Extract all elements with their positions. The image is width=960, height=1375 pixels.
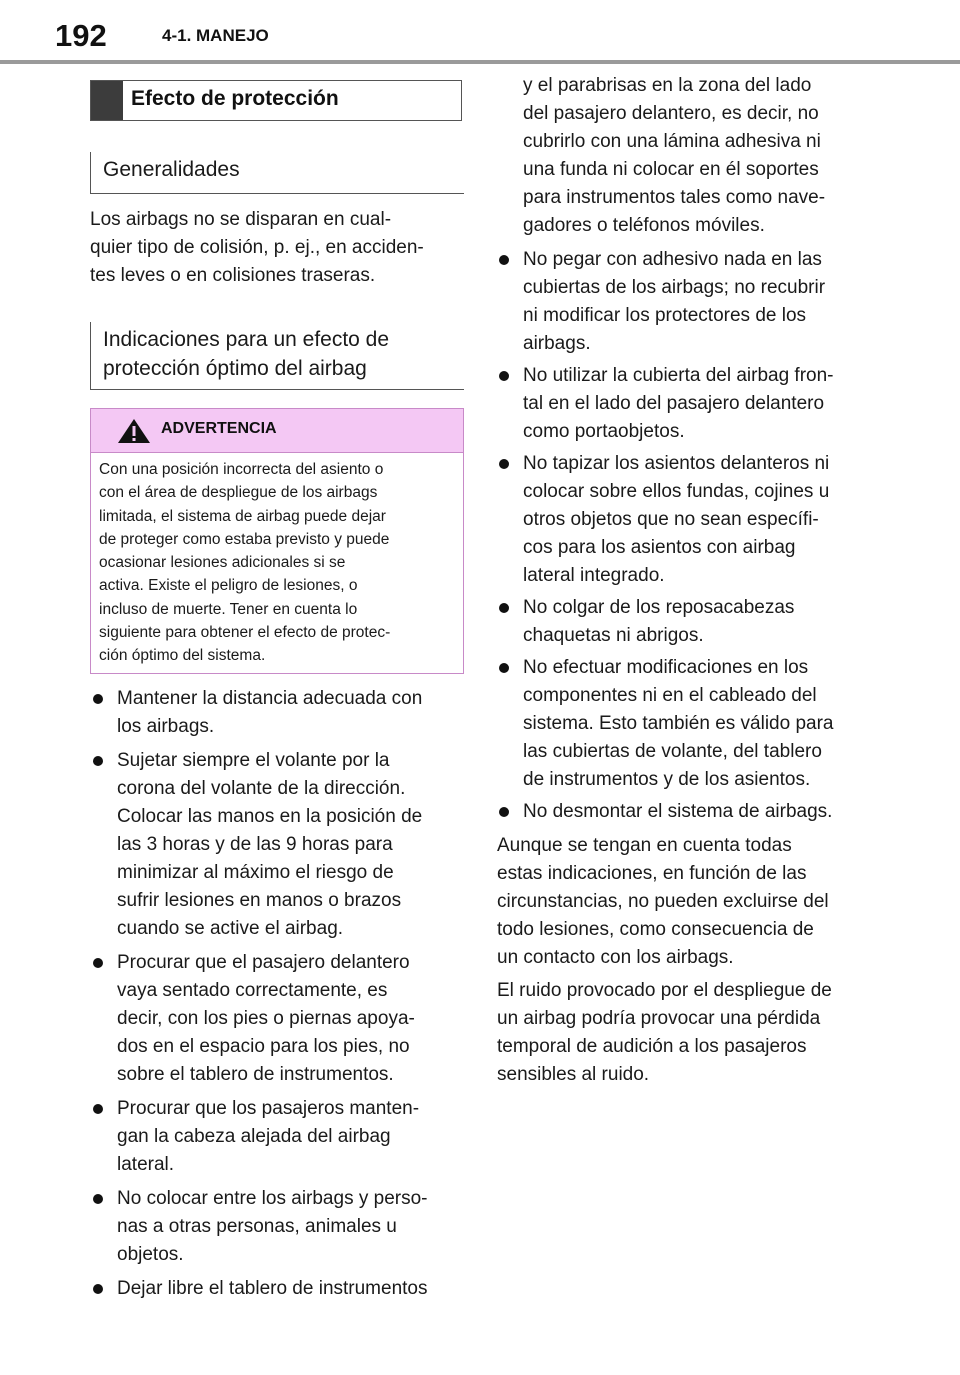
bullet-icon — [499, 459, 509, 469]
page-number: 192 — [55, 18, 107, 53]
section-title: Efecto de protección — [131, 87, 339, 110]
closing-paragraph-2: El ruido provocado por el despliegue de un airbag podría provocar una pérdida temporal de audición a los pasajeros sensibles al ruido. — [497, 980, 832, 1085]
subheading-generalidades: Generalidades — [90, 152, 464, 194]
warning-header — [91, 409, 463, 453]
subheading-indicaciones: Indicaciones para un efecto de protección óptimo del airbag — [90, 322, 464, 390]
header-divider — [0, 60, 960, 64]
bullet-icon — [93, 756, 103, 766]
bullet-icon — [93, 958, 103, 968]
bullet-icon — [499, 371, 509, 381]
bullet-icon — [499, 807, 509, 817]
list-item: Mantener la distancia adecuada con los airbags. — [92, 685, 464, 741]
bullet-icon — [93, 1194, 103, 1204]
left-bullet-list — [92, 685, 464, 1309]
bullet-icon — [499, 663, 509, 673]
chapter-title: 4-1. MANEJO — [162, 26, 269, 45]
page-header — [0, 0, 960, 66]
bullet-icon — [499, 255, 509, 265]
list-item: Procurar que el pasajero delantero vaya sentado correctamente, es decir, con los pies o piernas apoya- dos en el espacio para los pies, no sobre el tablero de instrumentos. — [92, 949, 464, 1089]
list-item: No tapizar los asientos delanteros ni colocar sobre ellos fundas, cojines u otros objetos que no sean específi- cos para los asientos con airbag lateral integrado. — [498, 450, 868, 590]
continued-bullet-text: y el parabrisas en la zona del lado del pasajero delantero, es decir, no cubrirlo con una lámina adhesiva ni una funda ni colocar en él soportes para instrumentos tales como nave- gadores o teléfonos móviles. — [523, 75, 826, 236]
section-title-box — [90, 80, 462, 121]
generalidades-paragraph: Los airbags no se disparan en cual- quier tipo de colisión, p. ej., en acciden- tes leves o en colisiones traseras. — [90, 209, 424, 286]
section-tab-marker — [91, 81, 123, 120]
list-item: Dejar libre el tablero de instrumentos — [92, 1275, 464, 1303]
closing-paragraph-1: Aunque se tengan en cuenta todas estas indicaciones, en función de las circunstancias, no pueden excluirse del todo lesiones, como consecuencia de un contacto con los airbags. — [497, 835, 829, 968]
list-item: No desmontar el sistema de airbags. — [498, 798, 868, 826]
bullet-icon — [499, 603, 509, 613]
list-item: No efectuar modificaciones en los componentes ni en el cableado del sistema. Esto también es válido para las cubiertas de volante, del tablero de instrumentos y de los asientos. — [498, 654, 868, 794]
list-item: No colgar de los reposacabezas chaquetas ni abrigos. — [498, 594, 868, 650]
list-item: No utilizar la cubierta del airbag fron- tal en el lado del pasajero delantero como portaobjetos. — [498, 362, 868, 446]
right-bullet-list — [498, 246, 868, 830]
warning-triangle-icon — [117, 418, 151, 449]
list-item: Procurar que los pasajeros manten- gan la cabeza alejada del airbag lateral. — [92, 1095, 464, 1179]
warning-box — [90, 408, 464, 674]
bullet-icon — [93, 694, 103, 704]
list-item: No colocar entre los airbags y perso- nas a otras personas, animales u objetos. — [92, 1185, 464, 1269]
warning-label: ADVERTENCIA — [161, 420, 277, 437]
list-item: No pegar con adhesivo nada en las cubiertas de los airbags; no recubrir ni modificar los protectores de los airbags. — [498, 246, 868, 358]
bullet-icon — [93, 1284, 103, 1294]
list-item: Sujetar siempre el volante por la corona del volante de la dirección. Colocar las manos en la posición de las 3 horas y de las 9 horas para minimizar al máximo el riesgo de sufrir lesiones en manos o brazos cuando se active el airbag. — [92, 747, 464, 943]
bullet-icon — [93, 1104, 103, 1114]
warning-text: Con una posición incorrecta del asiento o con el área de despliegue de los airbags limitada, el sistema de airbag puede dejar de proteger como estaba previsto y puede ocasionar lesiones adicionales si se activa. Existe el peligro de lesiones, o incluso de muerte. Tener en cuenta lo siguiente para obtener el efecto de protec- ción óptimo del sistema. — [99, 461, 391, 665]
